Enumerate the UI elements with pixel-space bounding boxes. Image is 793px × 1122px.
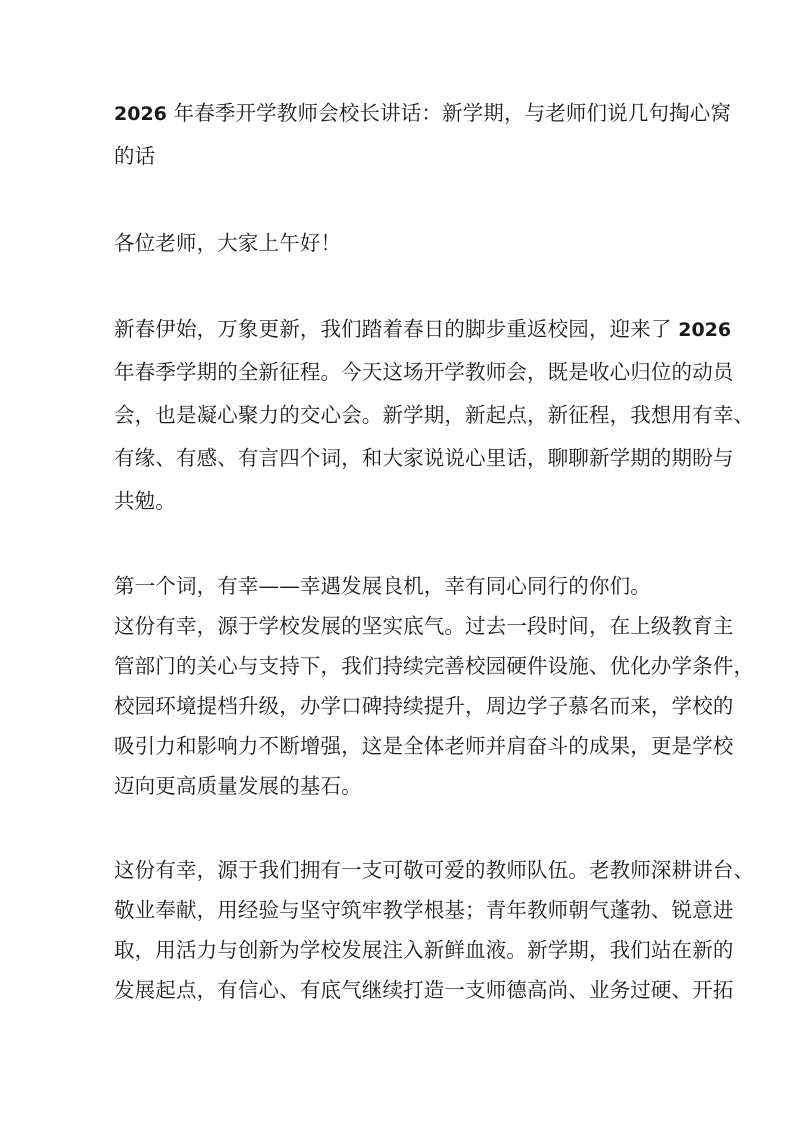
greeting-line-1: 各位老师，大家上午好！ — [114, 231, 342, 255]
paragraph-2-line-3: 管部门的关心与支持下，我们持续完善校园硬件设施、优化办学条件， — [114, 654, 755, 678]
title-year: 2026 — [114, 103, 167, 125]
paragraph-1-year: 2026 — [678, 319, 732, 341]
document-title — [114, 92, 732, 178]
paragraph-3-line-3: 取，用活力与创新为学校发展注入新鲜血液。新学期，我们站在新的 — [114, 938, 734, 962]
paragraph-2-line-1: 第一个词，有幸——幸遇发展良机，幸有同心同行的你们。 — [114, 574, 651, 598]
paragraph-2-line-4: 校园环境提档升级，办学口碑持续提升，周边学子慕名而来，学校的 — [114, 694, 734, 718]
paragraph-3-line-1: 这份有幸，源于我们拥有一支可敬可爱的教师队伍。老教师深耕讲台、 — [114, 858, 755, 882]
paragraph-1-line-2: 年春季学期的全新征程。今天这场开学教师会，既是收心归位的动员 — [114, 360, 734, 384]
spacer-after-paragraph-1 — [114, 523, 680, 566]
paragraph-1-line-3: 会，也是凝心聚力的交心会。新学期，新起点，新征程，我想用有幸、 — [114, 403, 755, 427]
paragraph-3-line-4: 发展起点，有信心、有底气继续打造一支师德高尚、业务过硬、开拓 — [114, 978, 734, 1002]
paragraph-1-line-4: 有缘、有感、有言四个词，和大家说说心里话，聊聊新学期的期盼与 — [114, 446, 734, 470]
title-line-1-rest: 年春季开学教师会校长讲话：新学期，与老师们说几句掏心窝 — [166, 101, 732, 125]
paragraph-1-line-5: 共勉。 — [114, 489, 176, 513]
paragraph-1-line-1-text: 新春伊始，万象更新，我们踏着春日的脚步重返校园，迎来了 — [114, 317, 679, 341]
spacer-after-title — [114, 178, 680, 222]
paragraph-2-line-6: 迈向更高质量发展的基石。 — [114, 774, 362, 798]
paragraph-3 — [114, 850, 755, 1010]
paragraph-1 — [114, 308, 755, 523]
paragraph-2-line-2: 这份有幸，源于学校发展的坚实底气。过去一段时间，在上级教育主 — [114, 614, 734, 638]
spacer-after-greeting — [114, 265, 680, 308]
paragraph-2 — [114, 566, 755, 806]
title-line-2: 的话 — [114, 144, 156, 168]
title-line-1 — [114, 92, 732, 135]
paragraph-2-line-5: 吸引力和影响力不断增强，这是全体老师并肩奋斗的成果，更是学校 — [114, 734, 734, 758]
document-text-column — [114, 92, 755, 1010]
paragraph-1-line-1 — [114, 308, 732, 351]
paragraph-3-line-2: 敬业奉献，用经验与坚守筑牢教学根基；青年教师朝气蓬勃、锐意进 — [114, 898, 734, 922]
spacer-after-paragraph-2 — [114, 806, 680, 850]
greeting-paragraph — [114, 222, 680, 265]
